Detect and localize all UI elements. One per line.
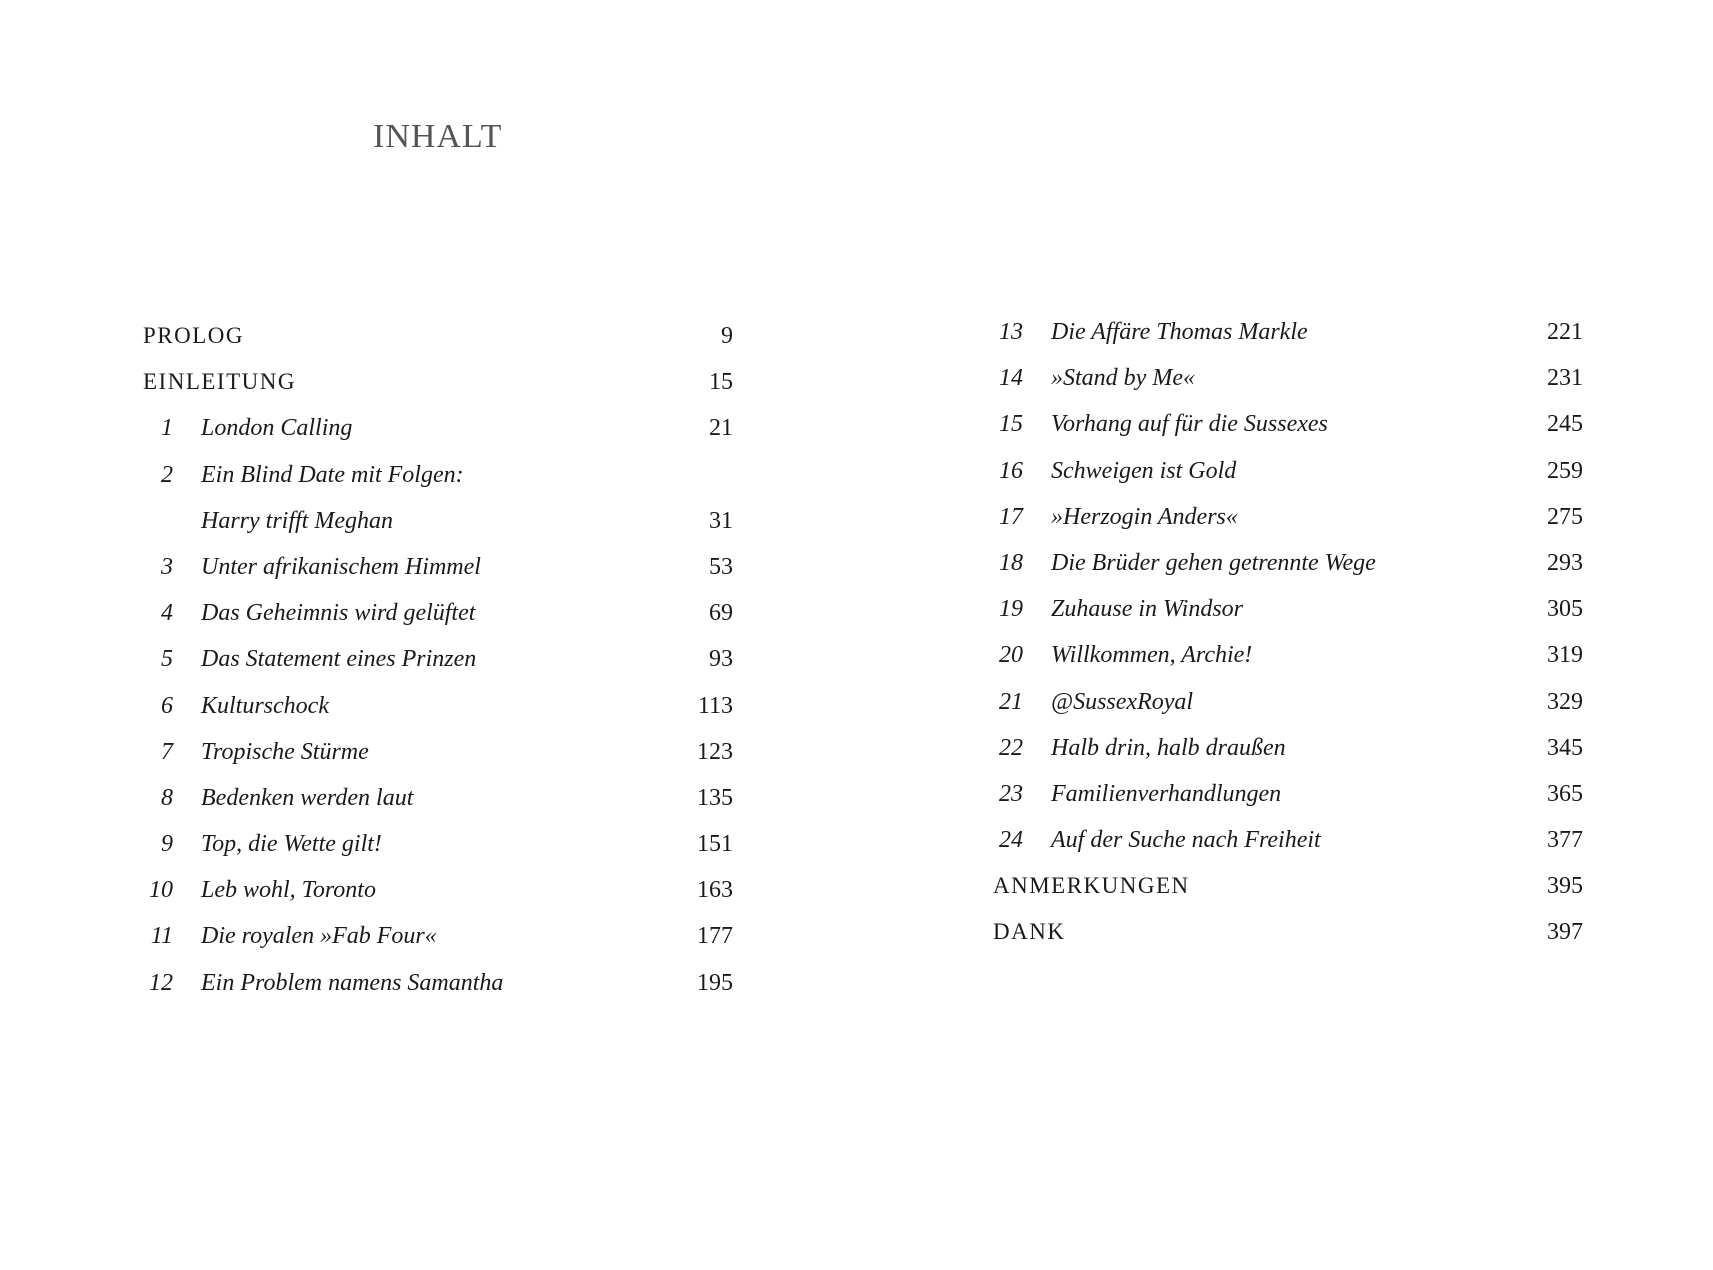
toc-entry-title: DANK [993,919,1066,945]
toc-entry-number: 22 [999,734,1023,761]
toc-entry-title: Harry trifft Meghan [201,507,393,534]
toc-entry-title: Ein Blind Date mit Folgen: [201,461,464,488]
toc-right-column [993,318,1583,965]
toc-entry-title: Vorhang auf für die Sussexes [1051,411,1328,438]
toc-entry-title: Leb wohl, Toronto [201,877,376,904]
toc-entry [143,645,733,691]
toc-entry-title: Willkommen, Archie! [1051,642,1253,669]
toc-entry-page: 195 [697,969,733,996]
toc-entry [143,922,733,968]
toc-entry-number: 9 [161,831,173,858]
toc-left-column [143,322,733,1015]
toc-entry-number: 23 [999,780,1023,807]
toc-entry [993,734,1583,780]
toc-entry-number: 8 [161,784,173,811]
toc-entry-title: Kulturschock [201,692,329,719]
toc-entry-page: 69 [709,600,733,627]
toc-entry [143,553,733,599]
toc-entry-title: Das Statement eines Prinzen [201,646,477,673]
toc-entry-title: Halb drin, halb draußen [1051,734,1286,761]
toc-entry-title: Schweigen ist Gold [1051,457,1237,484]
toc-entry [993,826,1583,872]
toc-entry-page: 113 [697,692,733,719]
toc-entry-page: 231 [1547,365,1583,392]
toc-entry-number: 4 [161,600,173,627]
toc-entry-number: 14 [999,365,1023,392]
toc-entry [143,738,733,784]
toc-entry-title: Die royalen »Fab Four« [201,923,437,950]
toc-entry-title: Zuhause in Windsor [1051,596,1244,623]
toc-entry [143,461,733,507]
toc-entry [143,830,733,876]
toc-entry-number: 1 [161,415,173,442]
toc-entry [993,688,1583,734]
toc-entry-page: 245 [1547,411,1583,438]
toc-entry [993,872,1583,918]
toc-entry [143,969,733,1015]
toc-entry-page: 395 [1547,873,1583,900]
toc-entry [143,414,733,460]
toc-entry-page: 329 [1547,688,1583,715]
toc-entry-number: 12 [149,969,173,996]
toc-entry-page: 345 [1547,734,1583,761]
toc-entry-title: Familienverhandlungen [1051,780,1282,807]
toc-entry-page: 221 [1547,319,1583,345]
toc-entry-number: 2 [161,461,173,488]
toc-entry-number: 20 [999,642,1023,669]
toc-entry-page: 305 [1547,596,1583,623]
toc-entry-title: London Calling [201,415,353,442]
toc-entry-page: 31 [709,507,733,534]
toc-entry [143,876,733,922]
toc-entry [993,410,1583,456]
toc-entry-number: 6 [161,692,173,719]
toc-entry [143,322,733,368]
toc-entry [143,692,733,738]
toc-entry-page: 9 [721,323,733,349]
toc-entry-title: EINLEITUNG [143,369,296,395]
toc-entry-title: Die Brüder gehen getrennte Wege [1051,549,1376,576]
toc-entry-title: Tropische Stürme [201,738,369,765]
toc-entry [993,549,1583,595]
toc-entry [993,918,1583,964]
toc-entry-page: 319 [1547,642,1583,669]
toc-entry-page: 93 [709,646,733,673]
toc-entry-number: 16 [999,457,1023,484]
toc-entry-title: ANMERKUNGEN [993,873,1190,899]
toc-entry-title: »Herzogin Anders« [1051,503,1238,530]
toc-entry [993,641,1583,687]
toc-entry-number: 5 [161,646,173,673]
toc-entry-number: 7 [161,738,173,765]
toc-entry-page: 259 [1547,457,1583,484]
toc-entry-title: Top, die Wette gilt! [201,831,382,858]
toc-entry-number: 24 [999,827,1023,854]
toc-entry [993,503,1583,549]
toc-entry-page: 397 [1547,919,1583,946]
toc-entry-number: 15 [999,411,1023,438]
toc-entry [993,364,1583,410]
toc-entry-page: 177 [697,923,733,950]
toc-entry-number: 21 [999,688,1023,715]
toc-entry-number: 10 [149,877,173,904]
toc-entry-page: 21 [709,415,733,442]
toc-entry [143,599,733,645]
toc-entry-title: Auf der Suche nach Freiheit [1051,827,1321,854]
toc-entry-page: 365 [1547,780,1583,807]
toc-entry-page: 163 [697,877,733,904]
toc-entry-number: 11 [150,923,173,950]
toc-entry-title: Das Geheimnis wird gelüftet [201,600,476,627]
toc-entry [143,507,733,553]
toc-entry-title: Bedenken werden laut [201,784,414,811]
toc-entry-page: 377 [1547,827,1583,854]
toc-entry-number: 18 [999,549,1023,576]
toc-entry-page: 293 [1547,549,1583,576]
toc-entry-page: 53 [709,553,733,580]
toc-entry-number: 19 [999,596,1023,623]
toc-entry-number: 17 [999,503,1023,530]
toc-entry [143,784,733,830]
toc-entry-title: @SussexRoyal [1051,688,1194,715]
toc-entry [993,318,1583,364]
toc-entry-title: Die Affäre Thomas Markle [1051,319,1308,345]
toc-entry-page: 135 [697,784,733,811]
toc-entry-title: »Stand by Me« [1051,365,1195,392]
toc-entry-page: 275 [1547,503,1583,530]
toc-entry-page: 123 [697,738,733,765]
page-title: INHALT [373,118,503,155]
toc-entry [993,595,1583,641]
toc-entry-page: 15 [709,369,733,396]
toc-entry [993,780,1583,826]
toc-entry [143,368,733,414]
toc-entry-title: PROLOG [143,323,245,348]
toc-entry-title: Ein Problem namens Samantha [201,969,504,996]
toc-entry-number: 13 [999,319,1023,345]
toc-entry-page: 151 [697,831,733,858]
toc-entry-number: 3 [161,553,173,580]
toc-entry [993,457,1583,503]
toc-entry-title: Unter afrikanischem Himmel [201,553,481,580]
